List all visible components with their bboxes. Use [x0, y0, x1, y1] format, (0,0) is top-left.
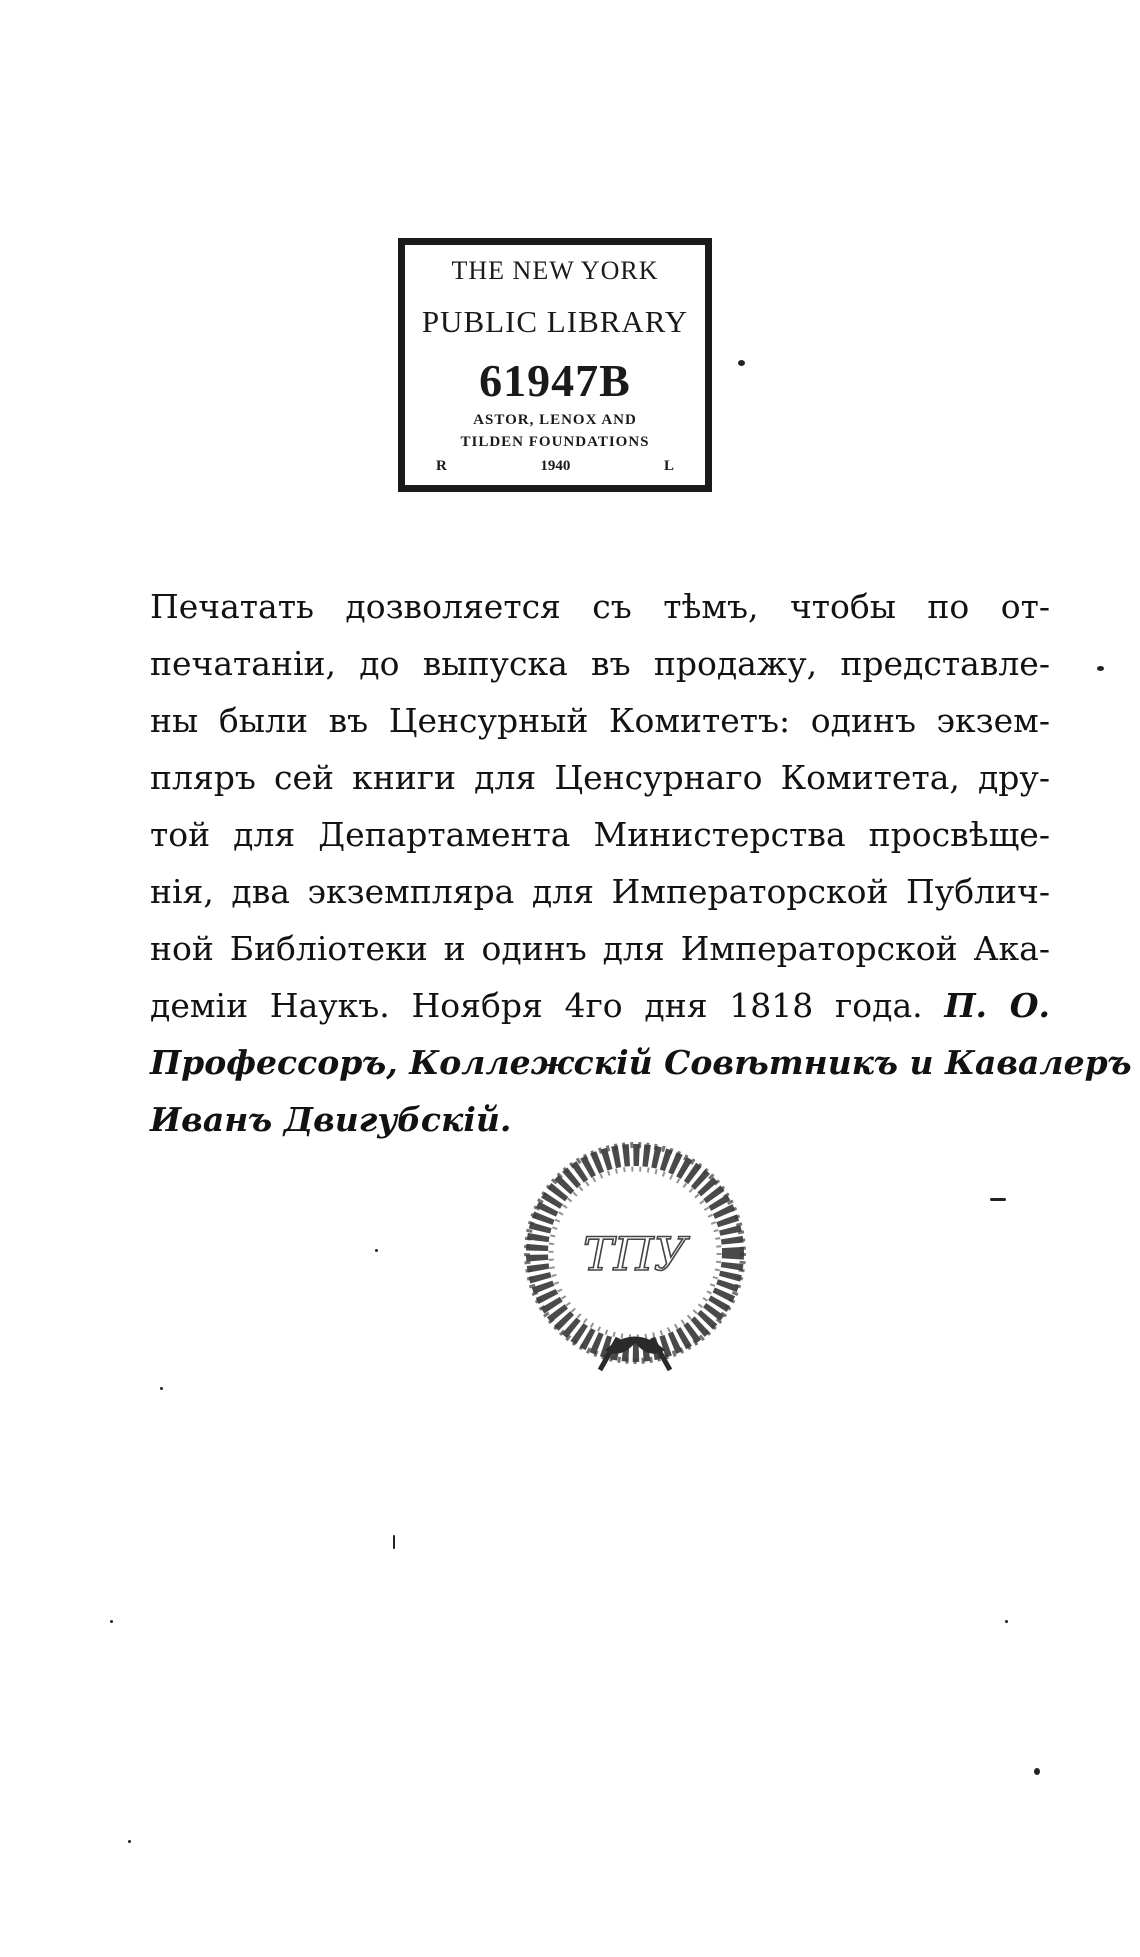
- censorship-line: Печатать дозволяется съ тѣмъ, чтобы по от-: [150, 587, 1050, 626]
- ink-speck: [375, 1249, 378, 1252]
- stamp-line-library: PUBLIC LIBRARY: [421, 304, 689, 339]
- censor-name: Иванъ Двигубскій.: [150, 1100, 512, 1139]
- monogram-text: ТПУ: [582, 1227, 688, 1281]
- stamp-bottom-row: [436, 458, 674, 475]
- censorship-line: той для Департамента Министерства просвѣще-: [150, 815, 1050, 854]
- stamp-year: 1940: [540, 458, 571, 474]
- censorship-line: пляръ сей книги для Ценсурнаго Комитета, дру-: [150, 758, 1050, 797]
- ink-speck: [110, 1620, 113, 1623]
- ink-speck: [1034, 1768, 1040, 1775]
- censorship-line: нія, два экземпляра для Императорской Публич-: [150, 872, 1050, 911]
- ink-speck: [128, 1840, 131, 1843]
- stamp-bottom-right: L: [663, 458, 674, 474]
- censor-title: Профессоръ, Коллежскій Совѣтникъ и Кавалеръ: [150, 1043, 1132, 1082]
- stamp-accession-number: 61947B: [479, 355, 631, 406]
- censorship-line: печатаніи, до выпуска въ продажу, представле-: [150, 644, 1050, 683]
- ink-speck: [160, 1387, 163, 1390]
- censorship-line: ны были въ Ценсурный Комитетъ: одинъ экзем-: [150, 701, 1050, 740]
- censorship-date-text: деміи Наукъ. Ноября 4го дня 1818 года.: [150, 986, 923, 1025]
- censorship-permission-text: [150, 578, 1132, 1148]
- ink-speck: [393, 1535, 395, 1549]
- ink-speck: [1097, 666, 1104, 671]
- stamp-bottom-left: R: [436, 458, 447, 474]
- censor-initials: П. О.: [944, 986, 1050, 1025]
- stamp-line-institution: THE NEW YORK: [451, 256, 659, 285]
- censorship-date-line: [150, 977, 1050, 1034]
- stamp-line-foundations-2: TILDEN FOUNDATIONS: [460, 434, 650, 450]
- ink-speck: [1005, 1620, 1008, 1623]
- ink-speck: [738, 360, 745, 366]
- stamp-line-foundations-1: ASTOR, LENOX AND: [473, 412, 637, 428]
- censorship-line: ной Библіотеки и одинъ для Императорской Ака-: [150, 929, 1050, 968]
- library-stamp: [398, 238, 712, 492]
- ink-speck: [990, 1198, 1006, 1201]
- wreath-monogram-ornament: [510, 1138, 760, 1378]
